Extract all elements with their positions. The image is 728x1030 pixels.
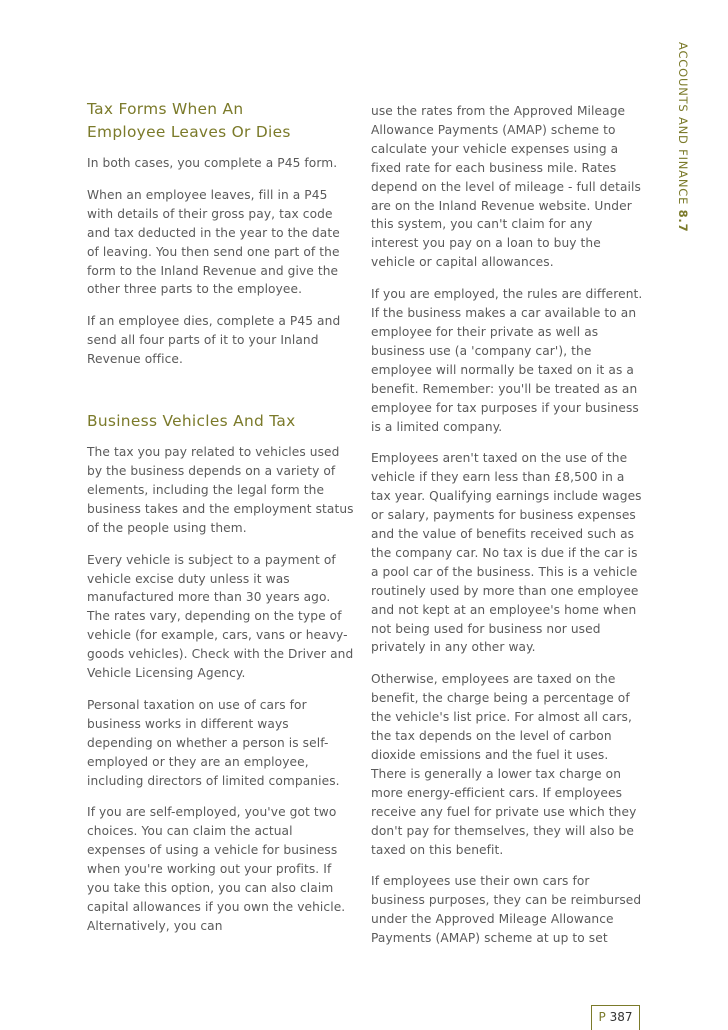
right-column: [371, 102, 643, 961]
paragraph: Personal taxation on use of cars for business works in different ways depending on whether a person is self-employed or they are an employee, including directors of limited companies.: [87, 697, 340, 788]
paragraph: If you are self-employed, you've got two choices. You can claim the actual expenses of using a vehicle for business when you're working out your profits. If you take this option, you can also claim capital allowances if you own the vehicle. Alternatively, you can: [87, 805, 346, 933]
page-number: [591, 1005, 640, 1030]
heading-tax-forms-line1: Tax Forms When An: [87, 100, 244, 118]
heading-tax-forms: [87, 98, 355, 144]
section-tab-chapter: 8.7: [676, 209, 690, 233]
paragraph: In both cases, you complete a P45 form.: [87, 156, 338, 170]
section-tab-label: ACCOUNTS AND FINANCE: [676, 42, 690, 206]
paragraph: Otherwise, employees are taxed on the benefit, the charge being a percentage of the vehicle's list price. For almost all cars, the tax depends on the level of carbon dioxide emissions and the fuel it uses. There is generally a lower tax charge on more energy-efficient cars. If employees receive any fuel for private use which they don't pay for themselves, they will also be taxed on this benefit.: [371, 672, 637, 857]
heading-business-vehicles: Business Vehicles And Tax: [87, 412, 296, 431]
paragraph: The tax you pay related to vehicles used by the business depends on a variety of elements, including the legal form the business takes and the employment status of the people using them.: [87, 445, 354, 535]
paragraph: use the rates from the Approved Mileage Allowance Payments (AMAP) scheme to calculate your vehicle expenses using a fixed rate for each business mile. Rates depend on the level of mileage - full details are on the Inland Revenue website. Under this system, you can't claim for any interest you pay on a loan to buy the vehicle or capital allowances.: [371, 104, 641, 270]
heading-tax-forms-line2: Employee Leaves Or Dies: [87, 123, 291, 141]
paragraph: If you are employed, the rules are different. If the business makes a car available to an employee for their private as well as business use (a 'company car'), the employee will normally be taxed on it as a benefit. Remember: you'll be treated as an employee for tax purposes if your business is a limited company.: [371, 287, 643, 434]
paragraph: If an employee dies, complete a P45 and send all four parts of it to your Inland Revenue office.: [87, 314, 341, 367]
left-column: [87, 98, 355, 949]
paragraph: Every vehicle is subject to a payment of vehicle excise duty unless it was manufactured more than 30 years ago. The rates vary, depending on the type of vehicle (for example, cars, vans or heavy-goods vehicles). Check with the Driver and Vehicle Licensing Agency.: [87, 552, 354, 681]
paragraph: Employees aren't taxed on the use of the vehicle if they earn less than £8,500 in a tax year. Qualifying earnings include wages or salary, payments for business expenses and the value of benefits received such as the company car. No tax is due if the car is a pool car of the business. This is a vehicle routinely used by more than one employee and not kept at an employee's home when not being used for business nor used privately in any other way.: [371, 451, 642, 655]
paragraph: When an employee leaves, fill in a P45 with details of their gross pay, tax code and tax deducted in the year to the date of leaving. You then send one part of the form to the Inland Revenue and give the other three parts to the employee.: [87, 187, 340, 297]
page-prefix: P: [598, 1010, 606, 1024]
page-number-value: 387: [609, 1010, 633, 1024]
paragraph: If employees use their own cars for business purposes, they can be reimbursed under the Approved Mileage Allowance Payments (AMAP) scheme at up to set: [371, 874, 642, 946]
section-tab: [672, 42, 690, 233]
